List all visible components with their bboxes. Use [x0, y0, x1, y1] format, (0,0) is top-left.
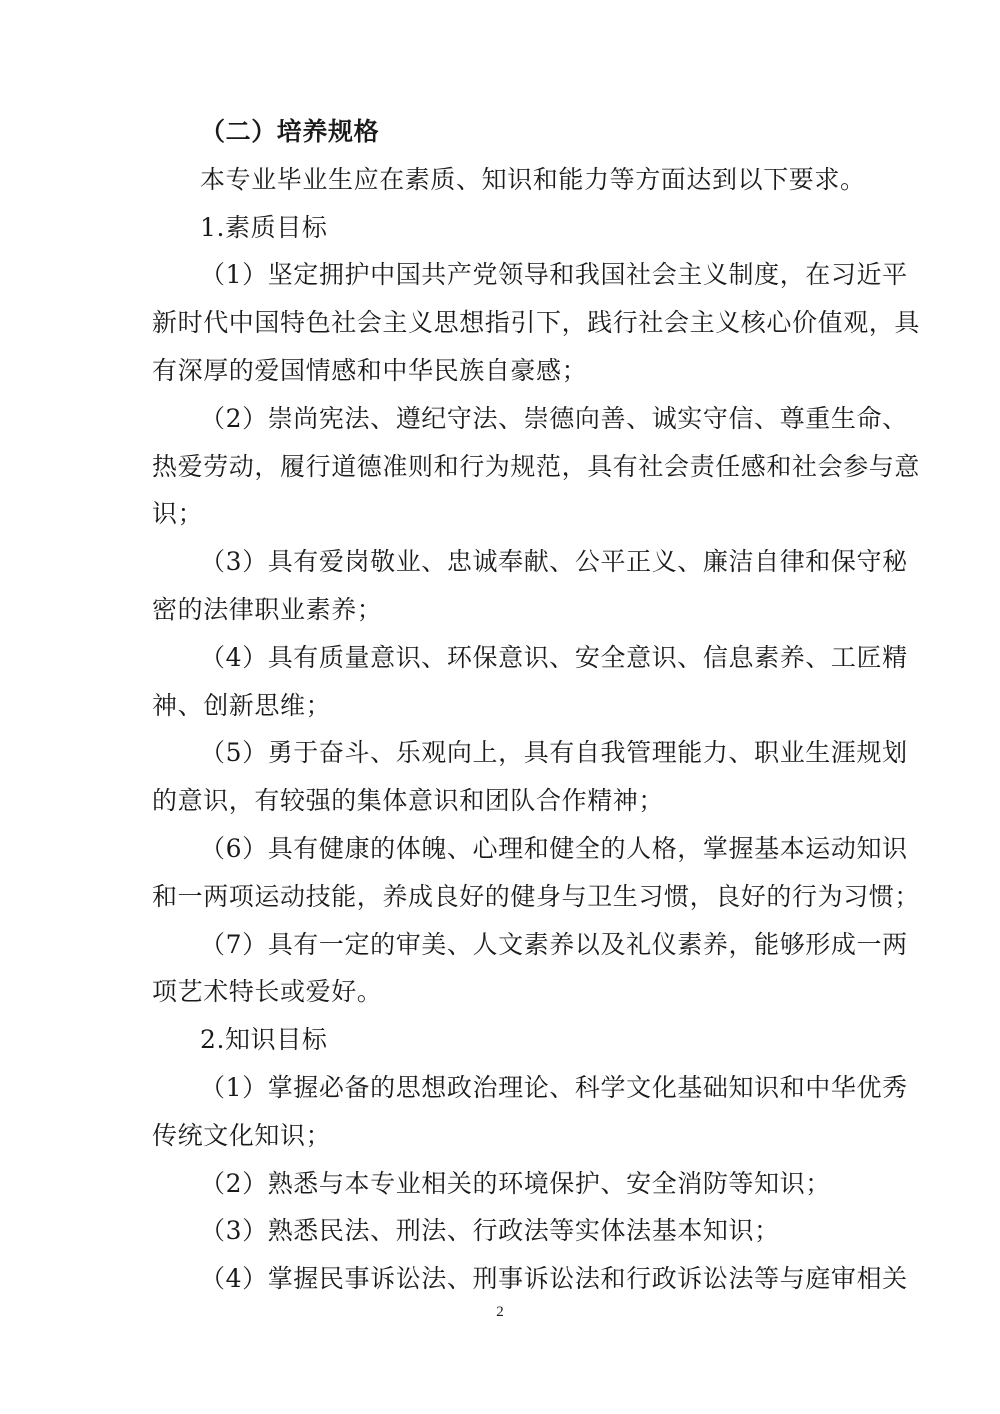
list-item-line: （2）崇尚宪法、遵纪守法、崇德向善、诚实守信、尊重生命、 — [200, 403, 908, 433]
list-item-line: （5）勇于奋斗、乐观向上，具有自我管理能力、职业生涯规划 — [200, 738, 908, 768]
list-item-line: 密的法律职业素养； — [152, 594, 383, 624]
list-item-line: 和一两项运动技能，养成良好的健身与卫生习惯，良好的行为习惯； — [152, 881, 921, 911]
list-item-line: （1）坚定拥护中国共产党领导和我国社会主义制度，在习近平 — [200, 260, 908, 290]
list-item-line: 热爱劳动，履行道德准则和行为规范，具有社会责任感和社会参与意 — [152, 451, 921, 481]
list-item-line: 有深厚的爱国情感和中华民族自豪感； — [152, 355, 588, 385]
subsection-heading: 1.素质目标 — [200, 212, 328, 242]
subsection-heading: 2.知识目标 — [200, 1025, 328, 1055]
list-item-line: （7）具有一定的审美、人文素养以及礼仪素养，能够形成一两 — [200, 929, 908, 959]
list-item-line: （4）掌握民事诉讼法、刑事诉讼法和行政诉讼法等与庭审相关 — [200, 1264, 908, 1294]
list-item-line: 识； — [152, 499, 204, 529]
section-heading: （二）培养规格 — [200, 117, 380, 146]
document-body — [152, 117, 921, 1313]
page-number: 2 — [496, 1304, 504, 1320]
list-item-line: 传统文化知识； — [152, 1120, 332, 1150]
list-item-line: 的意识，有较强的集体意识和团队合作精神； — [152, 786, 665, 816]
list-item-line: （3）熟悉民法、刑法、行政法等实体法基本知识； — [200, 1216, 780, 1246]
paragraph-line: 本专业毕业生应在素质、知识和能力等方面达到以下要求。 — [200, 164, 866, 194]
list-item-line: 项艺术特长或爱好。 — [152, 977, 383, 1007]
list-item-line: （1）掌握必备的思想政治理论、科学文化基础知识和中华优秀 — [200, 1072, 908, 1102]
list-item-line: （3）具有爱岗敬业、忠诚奉献、公平正义、廉洁自律和保守秘 — [200, 547, 908, 577]
list-item-line: 新时代中国特色社会主义思想指引下，践行社会主义核心价值观，具 — [152, 308, 921, 338]
list-item-line: （4）具有质量意识、环保意识、安全意识、信息素养、工匠精 — [200, 642, 908, 672]
list-item-line: 神、创新思维； — [152, 690, 332, 720]
list-item-line: （2）熟悉与本专业相关的环境保护、安全消防等知识； — [200, 1168, 831, 1198]
list-item-line: （6）具有健康的体魄、心理和健全的人格，掌握基本运动知识 — [200, 833, 908, 863]
